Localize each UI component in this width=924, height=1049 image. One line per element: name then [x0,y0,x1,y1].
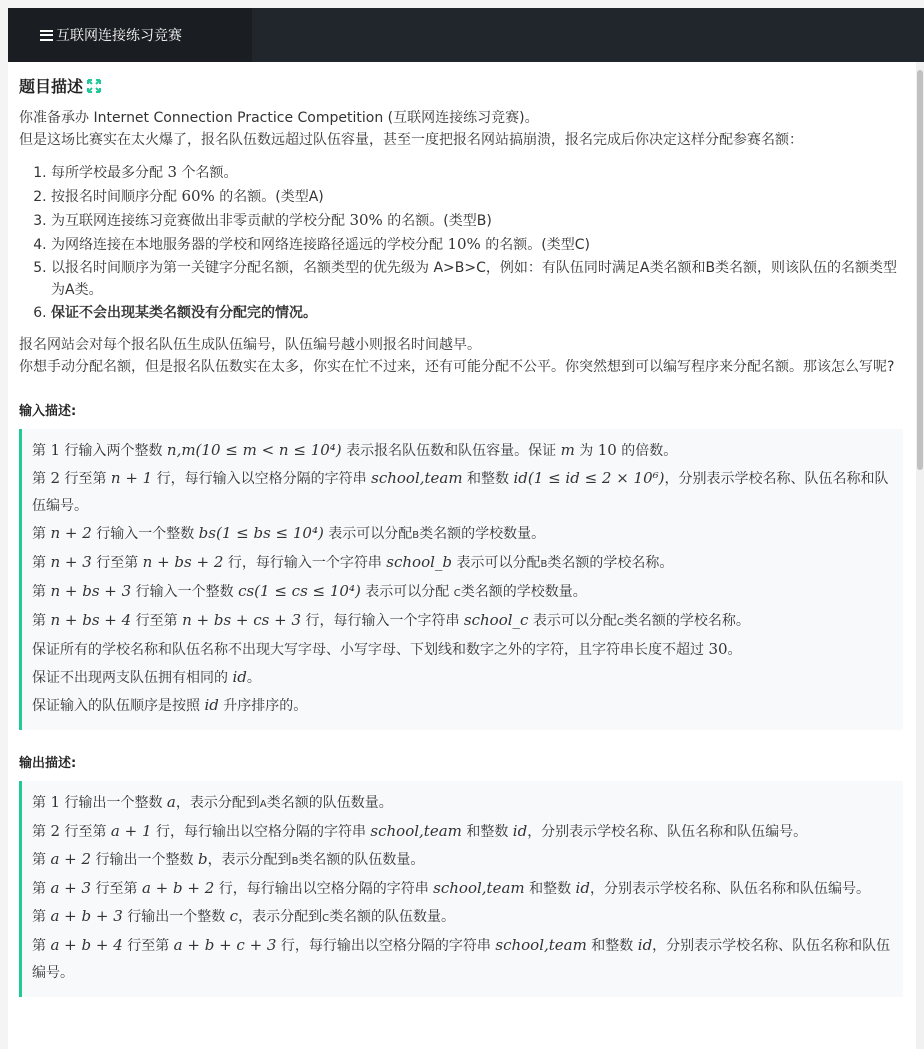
input-line-6: 第 n + bs + 4 行至第 n + bs + cs + 3 行，每行输入一个字符串 school_c 表示可以分配C类名额的学校名称。 [32,611,750,629]
list-item: 1. 每所学校最多分配 3 个名额。 [51,161,905,184]
list-item: 2. 按报名时间顺序分配 60% 的名额。(类型A) [51,185,905,208]
output-description-box [19,781,903,997]
scrollbar-thumb[interactable] [917,70,923,470]
input-line-1: 第 1 行输入两个整数 n,m(10 ≤ m < n ≤ 10⁴) 表示报名队伍数和队伍容量。保证 m 为 10 的倍数。 [32,441,678,459]
list-item: 6. 保证不会出现某类名额没有分配完的情况。 [51,302,905,324]
input-description-label: 输入描述: [19,404,77,419]
output-line-5: 第 a + b + 3 行输出一个整数 c，表示分配到C类名额的队伍数量。 [32,907,456,925]
intro-line-2: 但是这场比赛实在太火爆了，报名队伍数远超过队伍容量，甚至一度把报名网站搞崩溃，报名完成后你决定这样分配参赛名额： [19,132,803,148]
input-line-4: 第 n + 3 行至第 n + bs + 2 行，每行输入一个字符串 school_b 表示可以分配B类名额的学校名称。 [32,553,674,571]
rules-list [19,161,905,324]
tab-label: 互联网连接练习竞赛 [56,28,182,44]
input-line-3: 第 n + 2 行输入一个整数 bs(1 ≤ bs ≤ 10⁴) 表示可以分配B类名额的学校数量。 [32,524,546,542]
list-item: 3. 为互联网连接练习竞赛做出非零贡献的学校分配 30% 的名额。(类型B) [51,209,905,232]
output-line-6: 第 a + b + 4 行至第 a + b + c + 3 行，每行输出以空格分隔的字符串 school,team 和整数 id，分别表示学校名称、队伍名称和队伍编号。 [32,936,891,981]
output-description-label: 输出描述: [19,756,77,771]
paragraph-team-id: 报名网站会对每个报名队伍生成队伍编号，队伍编号越小则报名时间越早。 [19,337,481,353]
paragraph-program: 你想手动分配名额，但是报名队伍数实在太多，你实在忙不过来，还有可能分配不公平。你突然想到可以编写程序来分配名额。那该怎么写呢? [19,359,895,375]
input-line-8: 保证不出现两支队伍拥有相同的 id。 [32,668,261,686]
list-icon [40,30,53,41]
input-line-9: 保证输入的队伍顺序是按照 id 升序排序的。 [32,696,308,714]
tab-problem[interactable] [8,8,252,62]
output-line-3: 第 a + 2 行输出一个整数 b，表示分配到B类名额的队伍数量。 [32,850,425,868]
input-line-2: 第 2 行至第 n + 1 行，每行输入以空格分隔的字符串 school,team 和整数 id(1 ≤ id ≤ 2 × 10⁶)，分别表示学校名称、队伍名称和队伍编号。 [32,469,889,514]
expand-icon[interactable] [87,79,101,93]
intro-line-1: 你准备承办 Internet Connection Practice Competition (互联网连接练习竞赛)。 [19,110,539,126]
page-title: 题目描述 [19,77,84,96]
tab-bar [8,8,924,62]
problem-content [8,62,916,1049]
list-item: 4. 为网络连接在本地服务器的学校和网络连接路径遥远的学校分配 10% 的名额。(类型C) [51,233,905,256]
input-line-7: 保证所有的学校名称和队伍名称不出现大写字母、小写字母、下划线和数字之外的字符，且字符串长度不超过 30。 [32,640,742,658]
input-description-box [19,429,903,730]
list-item: 5. 以报名时间顺序为第一关键字分配名额，名额类型的优先级为 A>B>C，例如：有队伍同时满足A类名额和B类名额，则该队伍的名额类型为A类。 [51,257,905,301]
output-line-1: 第 1 行输出一个整数 a，表示分配到A类名额的队伍数量。 [32,793,393,811]
output-line-4: 第 a + 3 行至第 a + b + 2 行，每行输出以空格分隔的字符串 school,team 和整数 id，分别表示学校名称、队伍名称和队伍编号。 [32,879,870,897]
output-line-2: 第 2 行至第 a + 1 行，每行输出以空格分隔的字符串 school,team 和整数 id，分别表示学校名称、队伍名称和队伍编号。 [32,822,808,840]
section-title-description [19,74,905,97]
input-line-5: 第 n + bs + 3 行输入一个整数 cs(1 ≤ cs ≤ 10⁴) 表示可以分配 C类名额的学校数量。 [32,582,587,600]
top-strip [0,0,924,8]
scrollbar[interactable] [916,62,924,1049]
